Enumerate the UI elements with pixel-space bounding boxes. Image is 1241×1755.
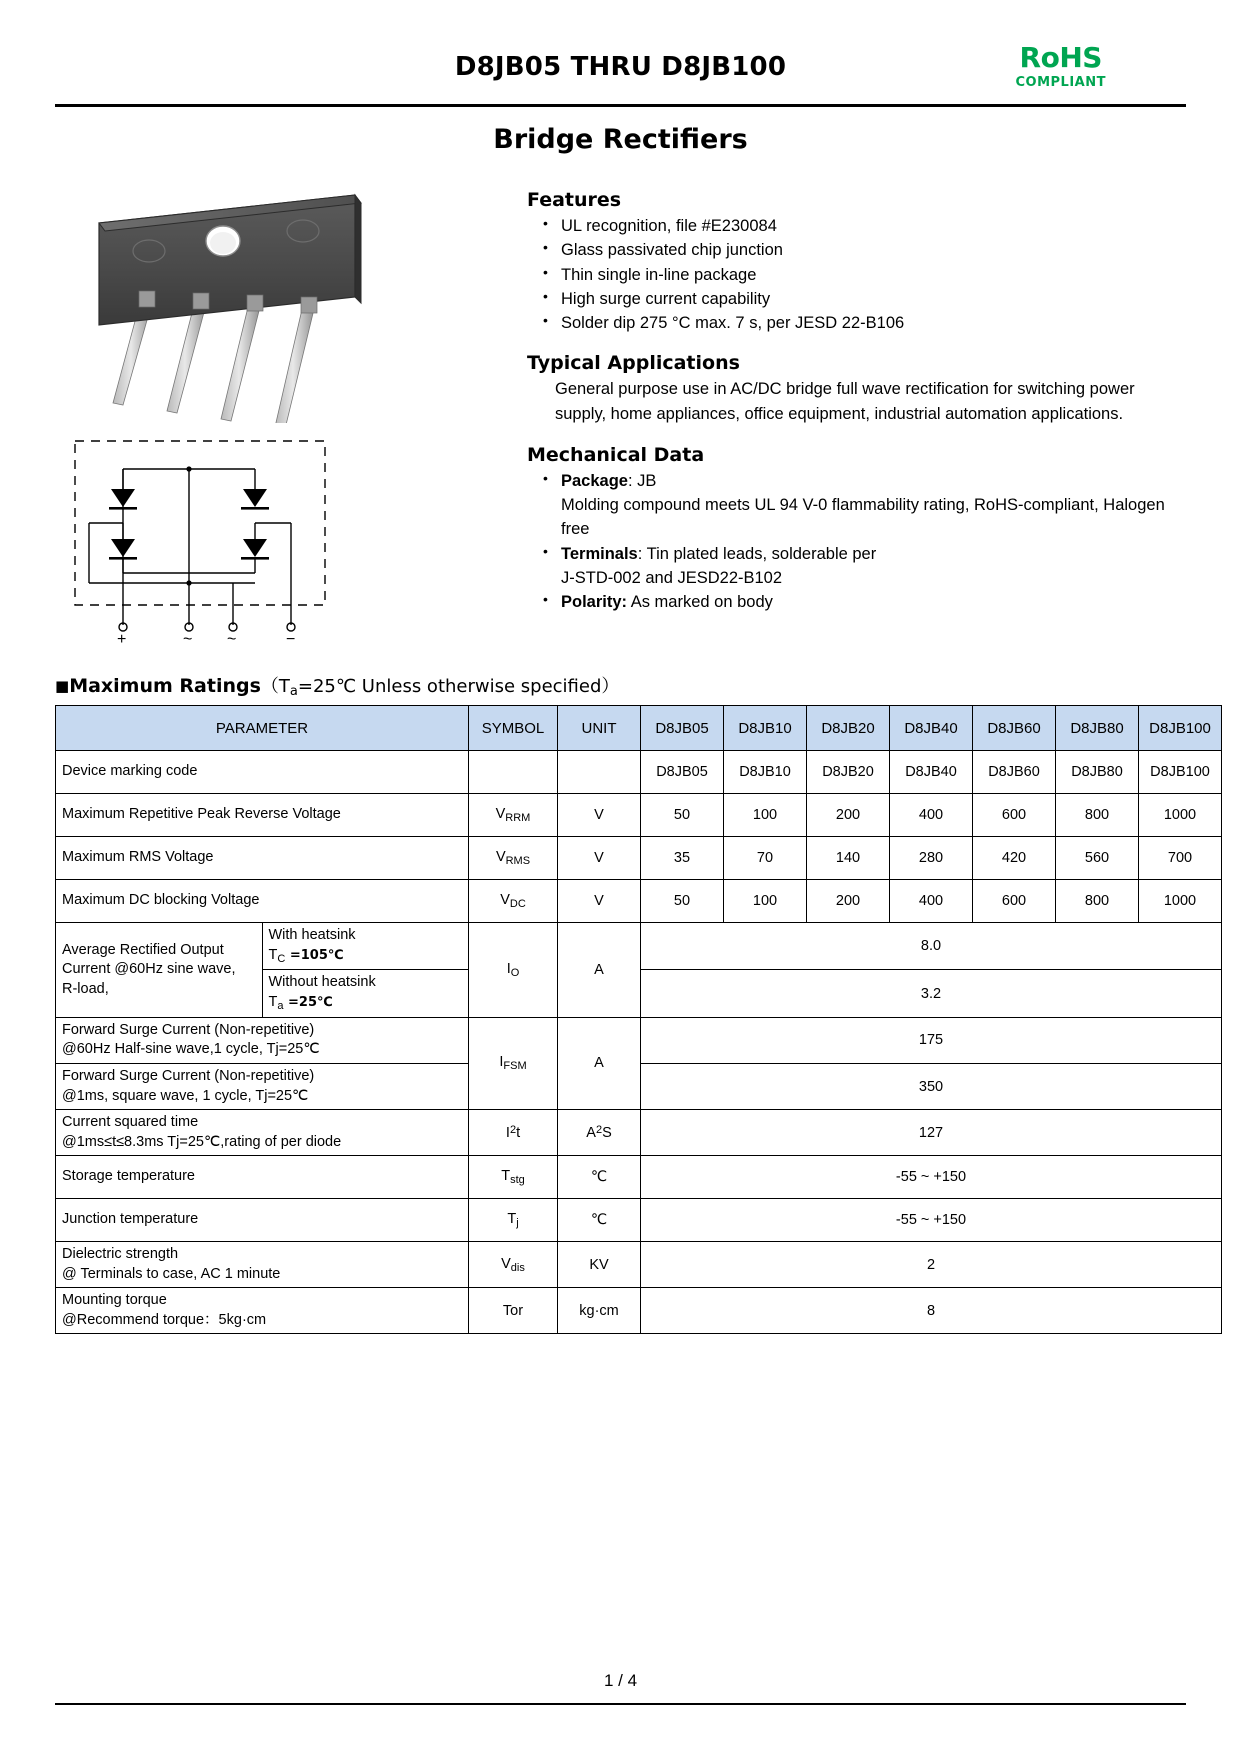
package-side-edge	[355, 195, 361, 303]
cell-value: 700	[1139, 837, 1222, 880]
cell-value: 420	[973, 837, 1056, 880]
row-symbol: Tor	[469, 1288, 558, 1334]
cell-value-span: 350	[641, 1063, 1222, 1109]
list-item	[543, 287, 1186, 311]
maximum-ratings-table	[55, 705, 1222, 1334]
cell-value-span: 8.0	[641, 923, 1222, 970]
illustration-column	[55, 173, 515, 650]
package-3d-svg	[55, 173, 495, 423]
table-row	[56, 1156, 1222, 1199]
feature-text: Glass passivated chip junction	[561, 241, 783, 260]
row-unit: KV	[558, 1242, 641, 1288]
cell-value-span: -55 ~ +150	[641, 1199, 1222, 1242]
mechanical-data-list	[543, 469, 1186, 615]
row-label: Mounting torque @Recommend torque：5kg·cm	[56, 1288, 469, 1334]
col-parameter: PARAMETER	[56, 706, 469, 751]
row-symbol: $I_{FSM}$	[469, 1017, 558, 1109]
cell-value: 1000	[1139, 794, 1222, 837]
list-item	[543, 214, 1186, 238]
list-item	[543, 263, 1186, 287]
row-symbol: $T_j$	[469, 1199, 558, 1242]
polarity-value: As marked on body	[627, 593, 773, 611]
document-title: D8JB05 THRU D8JB100	[454, 52, 787, 82]
terminal-label-ac1: ~	[183, 631, 193, 648]
text-column	[515, 173, 1186, 650]
cell-value: 400	[890, 880, 973, 923]
package-drawing	[55, 173, 515, 423]
table-row	[56, 923, 1222, 970]
package-value: : JB	[627, 471, 657, 490]
table-header-row	[56, 706, 1222, 751]
package-note: Molding compound meets UL 94 V-0 flammability rating, RoHS-compliant, Halogen free	[561, 496, 1165, 539]
row-unit: V	[558, 837, 641, 880]
table-row	[56, 837, 1222, 880]
cell-value: 140	[807, 837, 890, 880]
terminal-circles	[119, 623, 295, 631]
row-label: Forward Surge Current (Non-repetitive) @60Hz Half-sine wave,1 cycle, Tj=25℃	[56, 1017, 469, 1063]
cell-value: 100	[724, 794, 807, 837]
row-label: Maximum Repetitive Peak Reverse Voltage	[56, 794, 469, 837]
table-row	[56, 880, 1222, 923]
row-unit: $A^2S$	[558, 1110, 641, 1156]
cell-value: 560	[1056, 837, 1139, 880]
cell-value: D8JB100	[1139, 751, 1222, 794]
cell-value: 280	[890, 837, 973, 880]
typical-applications-heading: Typical Applications	[527, 352, 740, 375]
features-heading: Features	[527, 189, 622, 211]
feature-text: High surge current capability	[561, 289, 771, 308]
terminals-label: Terminals	[561, 544, 638, 563]
cell-value: D8JB10	[724, 751, 807, 794]
cell-value: 800	[1056, 794, 1139, 837]
col-device-0: D8JB05	[641, 706, 724, 751]
cell-value: 600	[973, 794, 1056, 837]
feature-text: Thin single in-line package	[561, 265, 757, 284]
rohs-label: RoHS	[1019, 41, 1102, 74]
cell-value-span: -55 ~ +150	[641, 1156, 1222, 1199]
schematic-diagram	[55, 435, 515, 650]
table-header	[56, 706, 1222, 751]
cell-value-span: 8	[641, 1288, 1222, 1334]
col-device-2: D8JB20	[807, 706, 890, 751]
row-unit: kg·cm	[558, 1288, 641, 1334]
col-device-1: D8JB10	[724, 706, 807, 751]
feature-text: Solder dip 275 °C max. 7 s, per JESD 22-B106	[561, 314, 905, 332]
row-label: Current squared time @1ms≤t≤8.3ms Tj=25℃,rating of per diode	[56, 1110, 469, 1156]
cell-value: 400	[890, 794, 973, 837]
row-symbol: $V_{DC}$	[469, 880, 558, 923]
row-symbol: $V_{RMS}$	[469, 837, 558, 880]
ratings-heading-cond: （Ta=25℃ Unless otherwise specified）	[260, 676, 620, 699]
row-label: Storage temperature	[56, 1156, 469, 1199]
package-label: Package	[561, 471, 628, 490]
mechanical-data-heading: Mechanical Data	[527, 443, 705, 466]
terminal-label-minus: −	[286, 631, 296, 648]
terminals-note: J-STD-002 and JESD22-B102	[561, 568, 783, 587]
cell-value-span: 3.2	[641, 970, 1222, 1017]
col-unit: UNIT	[558, 706, 641, 751]
terminal-label-plus: +	[117, 631, 127, 648]
typical-applications-text: General purpose use in AC/DC bridge full wave rectification for switching power supply, home appliances, office equipment, industrial automation applications.	[555, 380, 1135, 423]
table-row	[56, 1110, 1222, 1156]
row-label: Maximum DC blocking Voltage	[56, 880, 469, 923]
ratings-heading-main: Maximum Ratings	[69, 675, 261, 697]
rohs-logo	[1015, 41, 1107, 90]
row-label: Dielectric strength @ Terminals to case, AC 1 minute	[56, 1242, 469, 1288]
cell-value-span: 2	[641, 1242, 1222, 1288]
col-device-3: D8JB40	[890, 706, 973, 751]
cell-value: D8JB20	[807, 751, 890, 794]
cell-value: 800	[1056, 880, 1139, 923]
list-item	[543, 469, 1186, 542]
bridge-schematic-svg	[55, 435, 385, 650]
row-symbol: $I_O$	[469, 923, 558, 1018]
cell-value: 200	[807, 794, 890, 837]
row-symbol: $V_{RRM}$	[469, 794, 558, 837]
page-number: 1 / 4	[603, 1671, 638, 1690]
cell-value: 70	[724, 837, 807, 880]
cell-value: 1000	[1139, 880, 1222, 923]
list-item	[543, 542, 1186, 591]
row-label: Device marking code	[56, 751, 469, 794]
page-subtitle: Bridge Rectifiers	[493, 124, 748, 155]
table-row	[56, 751, 1222, 794]
list-item	[543, 311, 1186, 335]
col-device-4: D8JB60	[973, 706, 1056, 751]
row-symbol: $V_{dis}$	[469, 1242, 558, 1288]
row-unit: ℃	[558, 1156, 641, 1199]
col-device-5: D8JB80	[1056, 706, 1139, 751]
polarity-label: Polarity:	[561, 593, 628, 611]
row-label: Junction temperature	[56, 1199, 469, 1242]
row-sublabel-without-heatsink: Without heatsink $T_a$ =25℃	[262, 970, 469, 1017]
cell-value: 50	[641, 880, 724, 923]
list-item	[543, 238, 1186, 262]
rohs-compliant-label: COMPLIANT	[1015, 75, 1106, 90]
cell-value: D8JB05	[641, 751, 724, 794]
row-label: Maximum RMS Voltage	[56, 837, 469, 880]
feature-text: UL recognition, file #E230084	[561, 217, 777, 235]
terminals-value: : Tin plated leads, solderable per	[637, 544, 877, 563]
table-row	[56, 1288, 1222, 1334]
maximum-ratings-heading	[55, 672, 1186, 699]
content-columns	[55, 173, 1186, 650]
bullet-square-icon: ■	[55, 677, 70, 695]
row-symbol	[469, 751, 558, 794]
row-unit: V	[558, 880, 641, 923]
cell-value: D8JB80	[1056, 751, 1139, 794]
col-symbol: SYMBOL	[469, 706, 558, 751]
row-symbol: $I^2t$	[469, 1110, 558, 1156]
row-unit: V	[558, 794, 641, 837]
cell-value: D8JB40	[890, 751, 973, 794]
cell-value: 50	[641, 794, 724, 837]
table-row	[56, 1199, 1222, 1242]
row-unit	[558, 751, 641, 794]
terminal-label-ac2: ~	[227, 631, 237, 648]
list-item	[543, 590, 1186, 614]
table-body	[56, 751, 1222, 1334]
table-row	[56, 1242, 1222, 1288]
cell-value-span: 127	[641, 1110, 1222, 1156]
table-row	[56, 1017, 1222, 1063]
col-device-6: D8JB100	[1139, 706, 1222, 751]
page-header	[55, 0, 1186, 90]
cell-value: 100	[724, 880, 807, 923]
cell-value: 200	[807, 880, 890, 923]
row-sublabel-with-heatsink: With heatsink $T_C$ =105℃	[262, 923, 469, 970]
row-unit: ℃	[558, 1199, 641, 1242]
row-label: Forward Surge Current (Non-repetitive) @1ms, square wave, 1 cycle, Tj=25℃	[56, 1063, 469, 1109]
cell-value: 35	[641, 837, 724, 880]
footer-divider	[55, 1703, 1186, 1705]
features-list	[543, 214, 1186, 335]
page-footer	[55, 1671, 1186, 1705]
cell-value: 600	[973, 880, 1056, 923]
row-symbol: $T_{stg}$	[469, 1156, 558, 1199]
cell-value: D8JB60	[973, 751, 1056, 794]
table-row	[56, 794, 1222, 837]
row-unit: A	[558, 923, 641, 1018]
header-divider	[55, 104, 1186, 107]
cell-value-span: 175	[641, 1017, 1222, 1063]
row-unit: A	[558, 1017, 641, 1109]
row-label: Average Rectified Output Current @60Hz sine wave, R-load,	[56, 923, 263, 1018]
